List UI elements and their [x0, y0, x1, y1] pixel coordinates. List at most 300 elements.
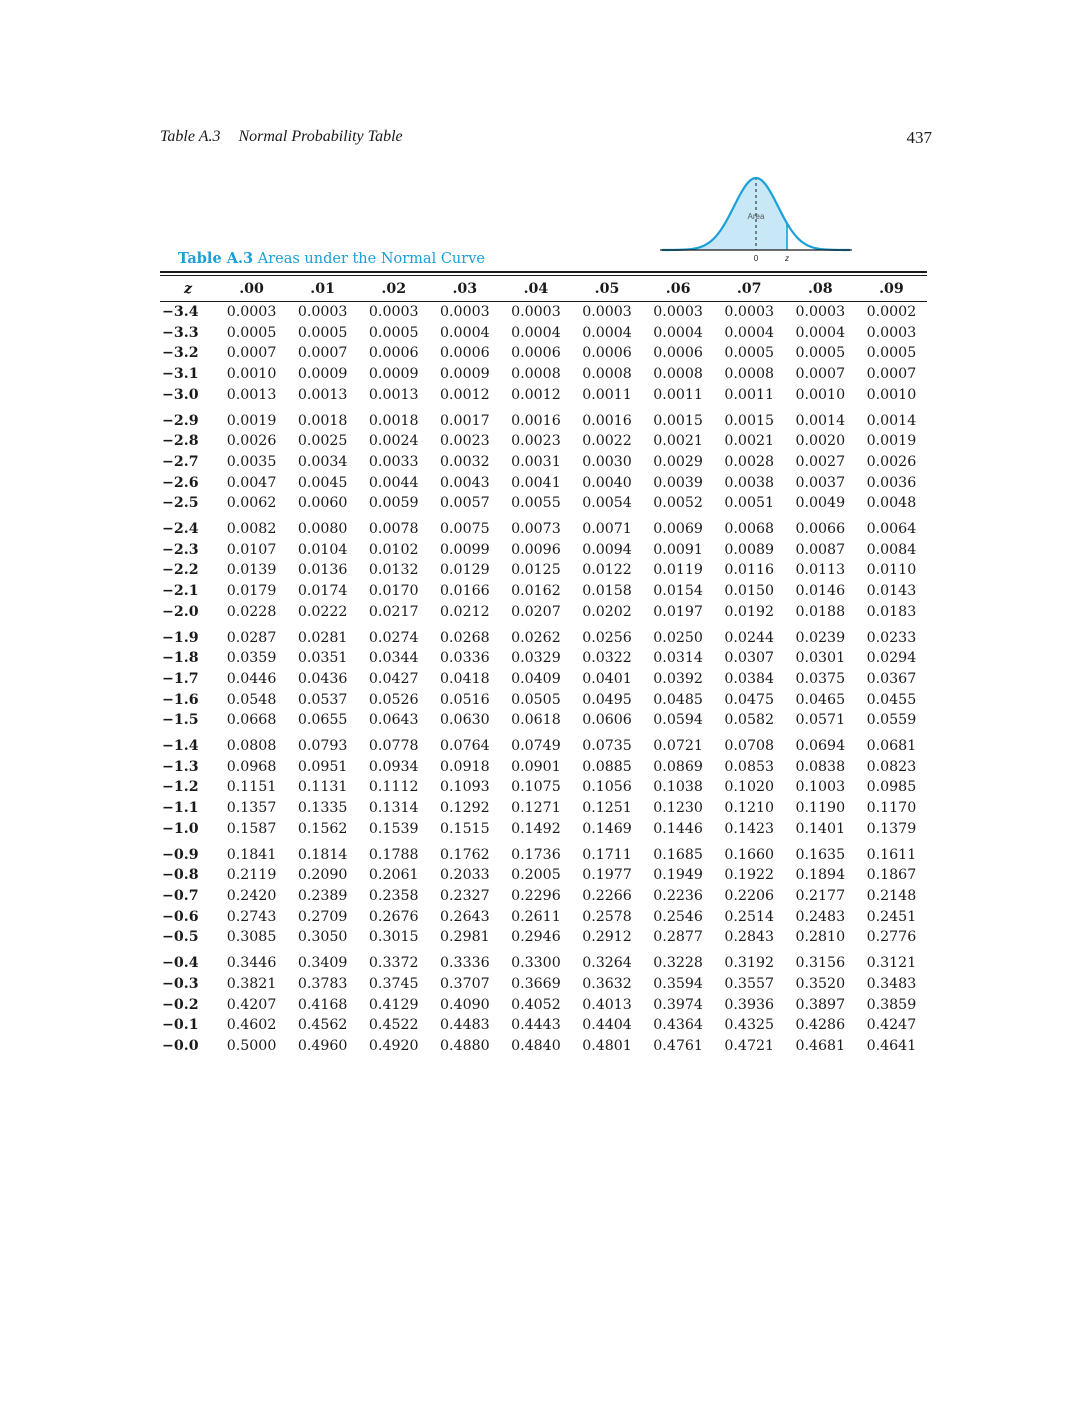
area-value: 0.0008: [511, 366, 561, 383]
area-value: 0.0006: [440, 345, 490, 362]
area-value: 0.0023: [440, 433, 490, 450]
table-header-row: [160, 276, 927, 301]
running-head-title: [160, 128, 403, 146]
column-header: .09: [879, 280, 904, 297]
area-value: 0.1894: [795, 867, 846, 884]
z-value: −1.6: [162, 691, 199, 708]
area-value: 0.0017: [440, 412, 490, 429]
area-value: 0.1762: [440, 846, 490, 863]
area-value: 0.0618: [511, 712, 561, 729]
area-value: 0.0375: [795, 670, 846, 687]
table-caption: [178, 250, 485, 267]
column-header-z: z: [183, 280, 193, 297]
area-value: 0.4483: [440, 1017, 490, 1034]
area-value: 0.2981: [440, 929, 490, 946]
z-value: −2.6: [162, 474, 199, 491]
area-value: 0.0018: [368, 412, 419, 429]
table-row: [160, 907, 927, 928]
table-row: [160, 323, 927, 344]
area-value: 0.0885: [582, 758, 632, 775]
area-value: 0.0003: [368, 304, 419, 320]
area-value: 0.0032: [440, 453, 490, 470]
z-label: z: [785, 254, 789, 262]
area-value: 0.0005: [866, 345, 917, 362]
area-value: 0.0113: [795, 562, 846, 579]
area-value: 0.0003: [440, 304, 490, 320]
area-value: 0.0030: [582, 453, 632, 470]
area-value: 0.0735: [582, 738, 632, 755]
area-value: 0.0436: [297, 670, 348, 687]
area-value: 0.3121: [866, 955, 917, 972]
table-row: [160, 731, 927, 757]
area-value: 0.2206: [724, 887, 775, 904]
area-value: 0.1190: [795, 800, 846, 817]
area-value: 0.1685: [653, 846, 703, 863]
area-value: 0.0019: [866, 433, 917, 450]
area-value: 0.4013: [582, 996, 632, 1013]
area-value: 0.0158: [582, 583, 632, 600]
z-value: −3.2: [162, 345, 199, 362]
area-value: 0.0475: [724, 691, 775, 708]
z-value: −0.2: [162, 996, 199, 1013]
area-value: 0.0033: [368, 453, 419, 470]
area-value: 0.3085: [226, 929, 277, 946]
column-header: .08: [807, 280, 833, 297]
area-value: 0.0012: [511, 386, 561, 403]
page-number: 437: [906, 128, 932, 147]
z-value: −0.5: [162, 929, 199, 946]
table-row: [160, 865, 927, 886]
area-value: 0.3821: [226, 975, 277, 992]
area-value: 0.0274: [368, 629, 419, 646]
area-value: 0.2177: [795, 887, 846, 904]
area-value: 0.0139: [226, 562, 277, 579]
table-row: [160, 648, 927, 669]
area-value: 0.0008: [582, 366, 632, 383]
area-value: 0.0003: [582, 304, 632, 320]
area-value: 0.0329: [511, 650, 561, 667]
area-value: 0.0060: [297, 495, 348, 512]
z-value: −2.9: [162, 412, 199, 429]
area-value: 0.3264: [582, 955, 632, 972]
area-value: 0.4880: [440, 1037, 490, 1054]
table-row: [160, 669, 927, 690]
area-value: 0.0068: [724, 521, 775, 538]
area-value: 0.0003: [866, 324, 917, 341]
area-value: 0.2296: [511, 887, 561, 904]
area-value: 0.0322: [582, 650, 632, 667]
area-value: 0.0007: [795, 366, 846, 383]
area-value: 0.0351: [297, 650, 348, 667]
area-value: 0.0256: [582, 629, 632, 646]
area-value: 0.0183: [866, 603, 917, 620]
area-value: 0.0005: [795, 345, 846, 362]
area-value: 0.0446: [226, 670, 277, 687]
area-value: 0.4247: [866, 1017, 917, 1034]
area-value: 0.0392: [653, 670, 703, 687]
area-value: 0.3974: [653, 996, 703, 1013]
area-value: 0.0336: [440, 650, 490, 667]
area-value: 0.0080: [297, 521, 348, 538]
area-value: 0.3192: [724, 955, 775, 972]
area-value: 0.1562: [297, 820, 348, 837]
area-value: 0.4721: [724, 1037, 775, 1054]
area-value: 0.0038: [724, 474, 775, 491]
table-ref: Table A.3: [160, 128, 221, 145]
area-value: 0.1841: [226, 846, 277, 863]
area-value: 0.0010: [226, 366, 277, 383]
table-row: [160, 581, 927, 602]
area-value: 0.0029: [653, 453, 703, 470]
z-value: −2.5: [162, 495, 199, 512]
area-value: 0.0708: [724, 738, 775, 755]
area-value: 0.1635: [795, 846, 846, 863]
area-value: 0.0233: [866, 629, 917, 646]
area-value: 0.0066: [795, 521, 846, 538]
table-row: [160, 364, 927, 385]
area-value: 0.0559: [866, 712, 917, 729]
z-value: −0.7: [162, 887, 199, 904]
column-header: .01: [310, 280, 335, 297]
area-value: 0.3446: [226, 955, 277, 972]
area-value: 0.0005: [226, 324, 277, 341]
area-value: 0.0307: [724, 650, 775, 667]
area-value: 0.2578: [582, 908, 632, 925]
area-value: 0.3050: [297, 929, 348, 946]
area-value: 0.0125: [511, 562, 561, 579]
area-value: 0.0087: [795, 541, 846, 558]
area-value: 0.0091: [653, 541, 703, 558]
area-value: 0.0485: [653, 691, 703, 708]
area-value: 0.1131: [297, 779, 348, 796]
area-value: 0.0537: [297, 691, 348, 708]
area-value: 0.0007: [866, 366, 917, 383]
area-value: 0.0197: [653, 603, 703, 620]
z-value: −1.4: [162, 738, 199, 755]
z-value: −2.3: [162, 541, 199, 558]
normal-curve-figure: [660, 170, 855, 262]
area-value: 0.2776: [866, 929, 917, 946]
area-value: 0.0004: [795, 324, 846, 341]
area-value: 0.0009: [368, 366, 419, 383]
area-value: 0.1611: [866, 846, 917, 863]
caption-label: Table A.3: [178, 250, 254, 267]
area-value: 0.1922: [724, 867, 775, 884]
area-value: 0.1401: [795, 820, 846, 837]
z-value: −3.1: [162, 366, 199, 383]
area-value: 0.0039: [653, 474, 703, 491]
area-value: 0.0014: [795, 412, 846, 429]
area-value: 0.0028: [724, 453, 775, 470]
area-value: 0.2643: [440, 908, 490, 925]
area-value: 0.4129: [368, 996, 419, 1013]
area-value: 0.0250: [653, 629, 703, 646]
area-value: 0.0003: [653, 304, 703, 320]
area-value: 0.0013: [368, 386, 419, 403]
area-value: 0.4090: [440, 996, 490, 1013]
table-row: [160, 710, 927, 731]
area-value: 0.0951: [297, 758, 348, 775]
area-value: 0.1271: [511, 800, 561, 817]
area-value: 0.0681: [866, 738, 917, 755]
area-value: 0.0004: [653, 324, 703, 341]
area-value: 0.0003: [297, 304, 348, 320]
area-value: 0.0027: [795, 453, 846, 470]
area-value: 0.3632: [582, 975, 632, 992]
area-value: 0.0078: [368, 521, 419, 538]
area-value: 0.0107: [226, 541, 277, 558]
area-value: 0.0162: [511, 583, 561, 600]
area-value: 0.3707: [440, 975, 490, 992]
table-row: [160, 777, 927, 798]
z-value: −0.3: [162, 975, 199, 992]
area-value: 0.1379: [866, 820, 917, 837]
area-value: 0.0427: [368, 670, 419, 687]
z-value: −1.9: [162, 629, 199, 646]
area-value: 0.2676: [368, 908, 419, 925]
z-value: −1.8: [162, 650, 199, 667]
area-value: 0.0019: [226, 412, 277, 429]
table-row: [160, 343, 927, 364]
z-value: −0.1: [162, 1017, 199, 1034]
area-value: 0.0594: [653, 712, 703, 729]
area-value: 0.0455: [866, 691, 917, 708]
table-row: [160, 886, 927, 907]
area-value: 0.0516: [440, 691, 490, 708]
area-value: 0.0764: [440, 738, 490, 755]
area-label: Area: [747, 212, 765, 221]
area-value: 0.1736: [511, 846, 561, 863]
z-value: −2.0: [162, 603, 199, 620]
area-value: 0.4801: [582, 1037, 632, 1054]
area-value: 0.2358: [368, 887, 419, 904]
area-value: 0.1587: [226, 820, 277, 837]
table-row: [160, 1036, 927, 1057]
area-value: 0.0287: [226, 629, 277, 646]
area-value: 0.2483: [795, 908, 846, 925]
area-value: 0.1711: [582, 846, 632, 863]
area-value: 0.0129: [440, 562, 490, 579]
area-value: 0.0643: [368, 712, 419, 729]
area-value: 0.4286: [795, 1017, 846, 1034]
area-value: 0.0212: [440, 603, 490, 620]
area-value: 0.1357: [226, 800, 277, 817]
area-value: 0.2148: [866, 887, 917, 904]
area-value: 0.0314: [653, 650, 703, 667]
area-value: 0.3156: [795, 955, 846, 972]
area-value: 0.0119: [653, 562, 703, 579]
area-value: 0.0052: [653, 495, 703, 512]
area-value: 0.1112: [368, 779, 419, 796]
area-value: 0.0869: [653, 758, 703, 775]
area-value: 0.0002: [866, 304, 917, 320]
running-head: [160, 128, 932, 152]
area-value: 0.4602: [226, 1017, 277, 1034]
area-value: 0.4562: [297, 1017, 348, 1034]
z-value: −0.0: [162, 1037, 199, 1054]
top-rule: [160, 271, 927, 273]
area-value: 0.0174: [297, 583, 348, 600]
table-row: [160, 995, 927, 1016]
area-value: 0.0006: [511, 345, 561, 362]
area-value: 0.1814: [297, 846, 348, 863]
area-value: 0.3483: [866, 975, 917, 992]
table-row: [160, 473, 927, 494]
area-value: 0.4761: [653, 1037, 703, 1054]
area-value: 0.4052: [511, 996, 561, 1013]
area-value: 0.0015: [724, 412, 775, 429]
column-header: .03: [452, 280, 478, 297]
table-row: [160, 690, 927, 711]
area-value: 0.0094: [582, 541, 632, 558]
area-value: 0.1492: [511, 820, 561, 837]
area-value: 0.0838: [795, 758, 846, 775]
area-value: 0.0011: [653, 386, 703, 403]
area-value: 0.0022: [582, 433, 632, 450]
area-value: 0.1660: [724, 846, 775, 863]
area-value: 0.1469: [582, 820, 632, 837]
area-value: 0.0132: [368, 562, 419, 579]
area-value: 0.1210: [724, 800, 775, 817]
area-value: 0.0344: [368, 650, 419, 667]
area-value: 0.0793: [297, 738, 348, 755]
area-value: 0.0901: [511, 758, 561, 775]
area-value: 0.0853: [724, 758, 775, 775]
area-value: 0.0054: [582, 495, 632, 512]
area-value: 0.0778: [368, 738, 419, 755]
area-value: 0.0009: [440, 366, 490, 383]
area-value: 0.0003: [724, 304, 775, 320]
area-value: 0.4641: [866, 1037, 917, 1054]
area-value: 0.0146: [795, 583, 846, 600]
area-value: 0.0064: [866, 521, 917, 538]
area-value: 0.1423: [724, 820, 775, 837]
area-value: 0.0062: [226, 495, 277, 512]
table-title: Normal Probability Table: [238, 128, 403, 145]
area-value: 0.4840: [511, 1037, 561, 1054]
area-value: 0.0384: [724, 670, 775, 687]
area-value: 0.0049: [795, 495, 846, 512]
area-value: 0.0526: [368, 691, 419, 708]
table-row: [160, 927, 927, 948]
area-value: 0.4364: [653, 1017, 703, 1034]
area-value: 0.0281: [297, 629, 348, 646]
area-value: 0.2810: [795, 929, 846, 946]
area-value: 0.0015: [653, 412, 703, 429]
area-value: 0.0043: [440, 474, 490, 491]
area-value: 0.0228: [226, 603, 277, 620]
z-value: −2.1: [162, 583, 199, 600]
area-value: 0.0268: [440, 629, 490, 646]
z-value: −1.0: [162, 820, 199, 837]
area-value: 0.0244: [724, 629, 775, 646]
area-value: 0.3015: [368, 929, 419, 946]
z-value: −2.2: [162, 562, 199, 579]
area-value: 0.4443: [511, 1017, 561, 1034]
table-row: [160, 798, 927, 819]
area-value: 0.1292: [440, 800, 490, 817]
area-value: 0.2389: [297, 887, 348, 904]
area-value: 0.2843: [724, 929, 775, 946]
area-value: 0.0401: [582, 670, 632, 687]
area-value: 0.0170: [368, 583, 419, 600]
area-value: 0.0073: [511, 521, 561, 538]
table-body: [160, 301, 927, 1057]
area-value: 0.0011: [724, 386, 775, 403]
area-value: 0.0003: [795, 304, 846, 320]
area-value: 0.0041: [511, 474, 561, 491]
area-value: 0.0122: [582, 562, 632, 579]
z-value: −2.4: [162, 521, 199, 538]
area-value: 0.0013: [297, 386, 348, 403]
area-value: 0.1170: [866, 800, 917, 817]
area-value: 0.0003: [511, 304, 561, 320]
column-header: .02: [381, 280, 407, 297]
column-header: .05: [594, 280, 620, 297]
area-value: 0.0005: [297, 324, 348, 341]
area-value: 0.1093: [440, 779, 490, 796]
z-value: −3.3: [162, 324, 199, 341]
area-value: 0.0823: [866, 758, 917, 775]
area-value: 0.0026: [226, 433, 277, 450]
area-value: 0.2327: [440, 887, 490, 904]
area-value: 0.3372: [368, 955, 419, 972]
area-value: 0.0036: [866, 474, 917, 491]
area-value: 0.0059: [368, 495, 419, 512]
table-row: [160, 385, 927, 406]
area-value: 0.0418: [440, 670, 490, 687]
area-value: 0.0694: [795, 738, 846, 755]
caption-text: Areas under the Normal Curve: [257, 251, 485, 267]
area-value: 0.0075: [440, 521, 490, 538]
column-header: .00: [239, 280, 264, 297]
area-value: 0.0004: [511, 324, 561, 341]
area-value: 0.0006: [582, 345, 632, 362]
area-value: 0.0985: [866, 779, 917, 796]
area-value: 0.0071: [582, 521, 632, 538]
area-value: 0.1446: [653, 820, 703, 837]
area-value: 0.0655: [297, 712, 348, 729]
area-value: 0.0409: [511, 670, 561, 687]
area-value: 0.0037: [795, 474, 846, 491]
z-value: −1.5: [162, 712, 199, 729]
area-value: 0.5000: [226, 1037, 277, 1054]
area-value: 0.1335: [297, 800, 348, 817]
z-value: −0.9: [162, 846, 199, 863]
area-value: 0.0025: [297, 433, 348, 450]
table-row: [160, 819, 927, 840]
area-value: 0.3228: [653, 955, 703, 972]
area-value: 0.0004: [582, 324, 632, 341]
area-value: 0.0582: [724, 712, 775, 729]
area-value: 0.1977: [582, 867, 632, 884]
area-value: 0.2709: [297, 908, 348, 925]
area-value: 0.2090: [297, 867, 348, 884]
area-value: 0.0222: [297, 603, 348, 620]
area-value: 0.3669: [511, 975, 561, 992]
area-value: 0.0154: [653, 583, 703, 600]
area-value: 0.0217: [368, 603, 419, 620]
table-row: [160, 514, 927, 540]
z-value: −1.2: [162, 779, 199, 796]
area-value: 0.0179: [226, 583, 277, 600]
area-value: 0.2061: [368, 867, 419, 884]
area-value: 0.2546: [653, 908, 703, 925]
area-value: 0.0009: [297, 366, 348, 383]
z-value: −1.1: [162, 800, 199, 817]
area-value: 0.0239: [795, 629, 846, 646]
area-value: 0.2033: [440, 867, 490, 884]
